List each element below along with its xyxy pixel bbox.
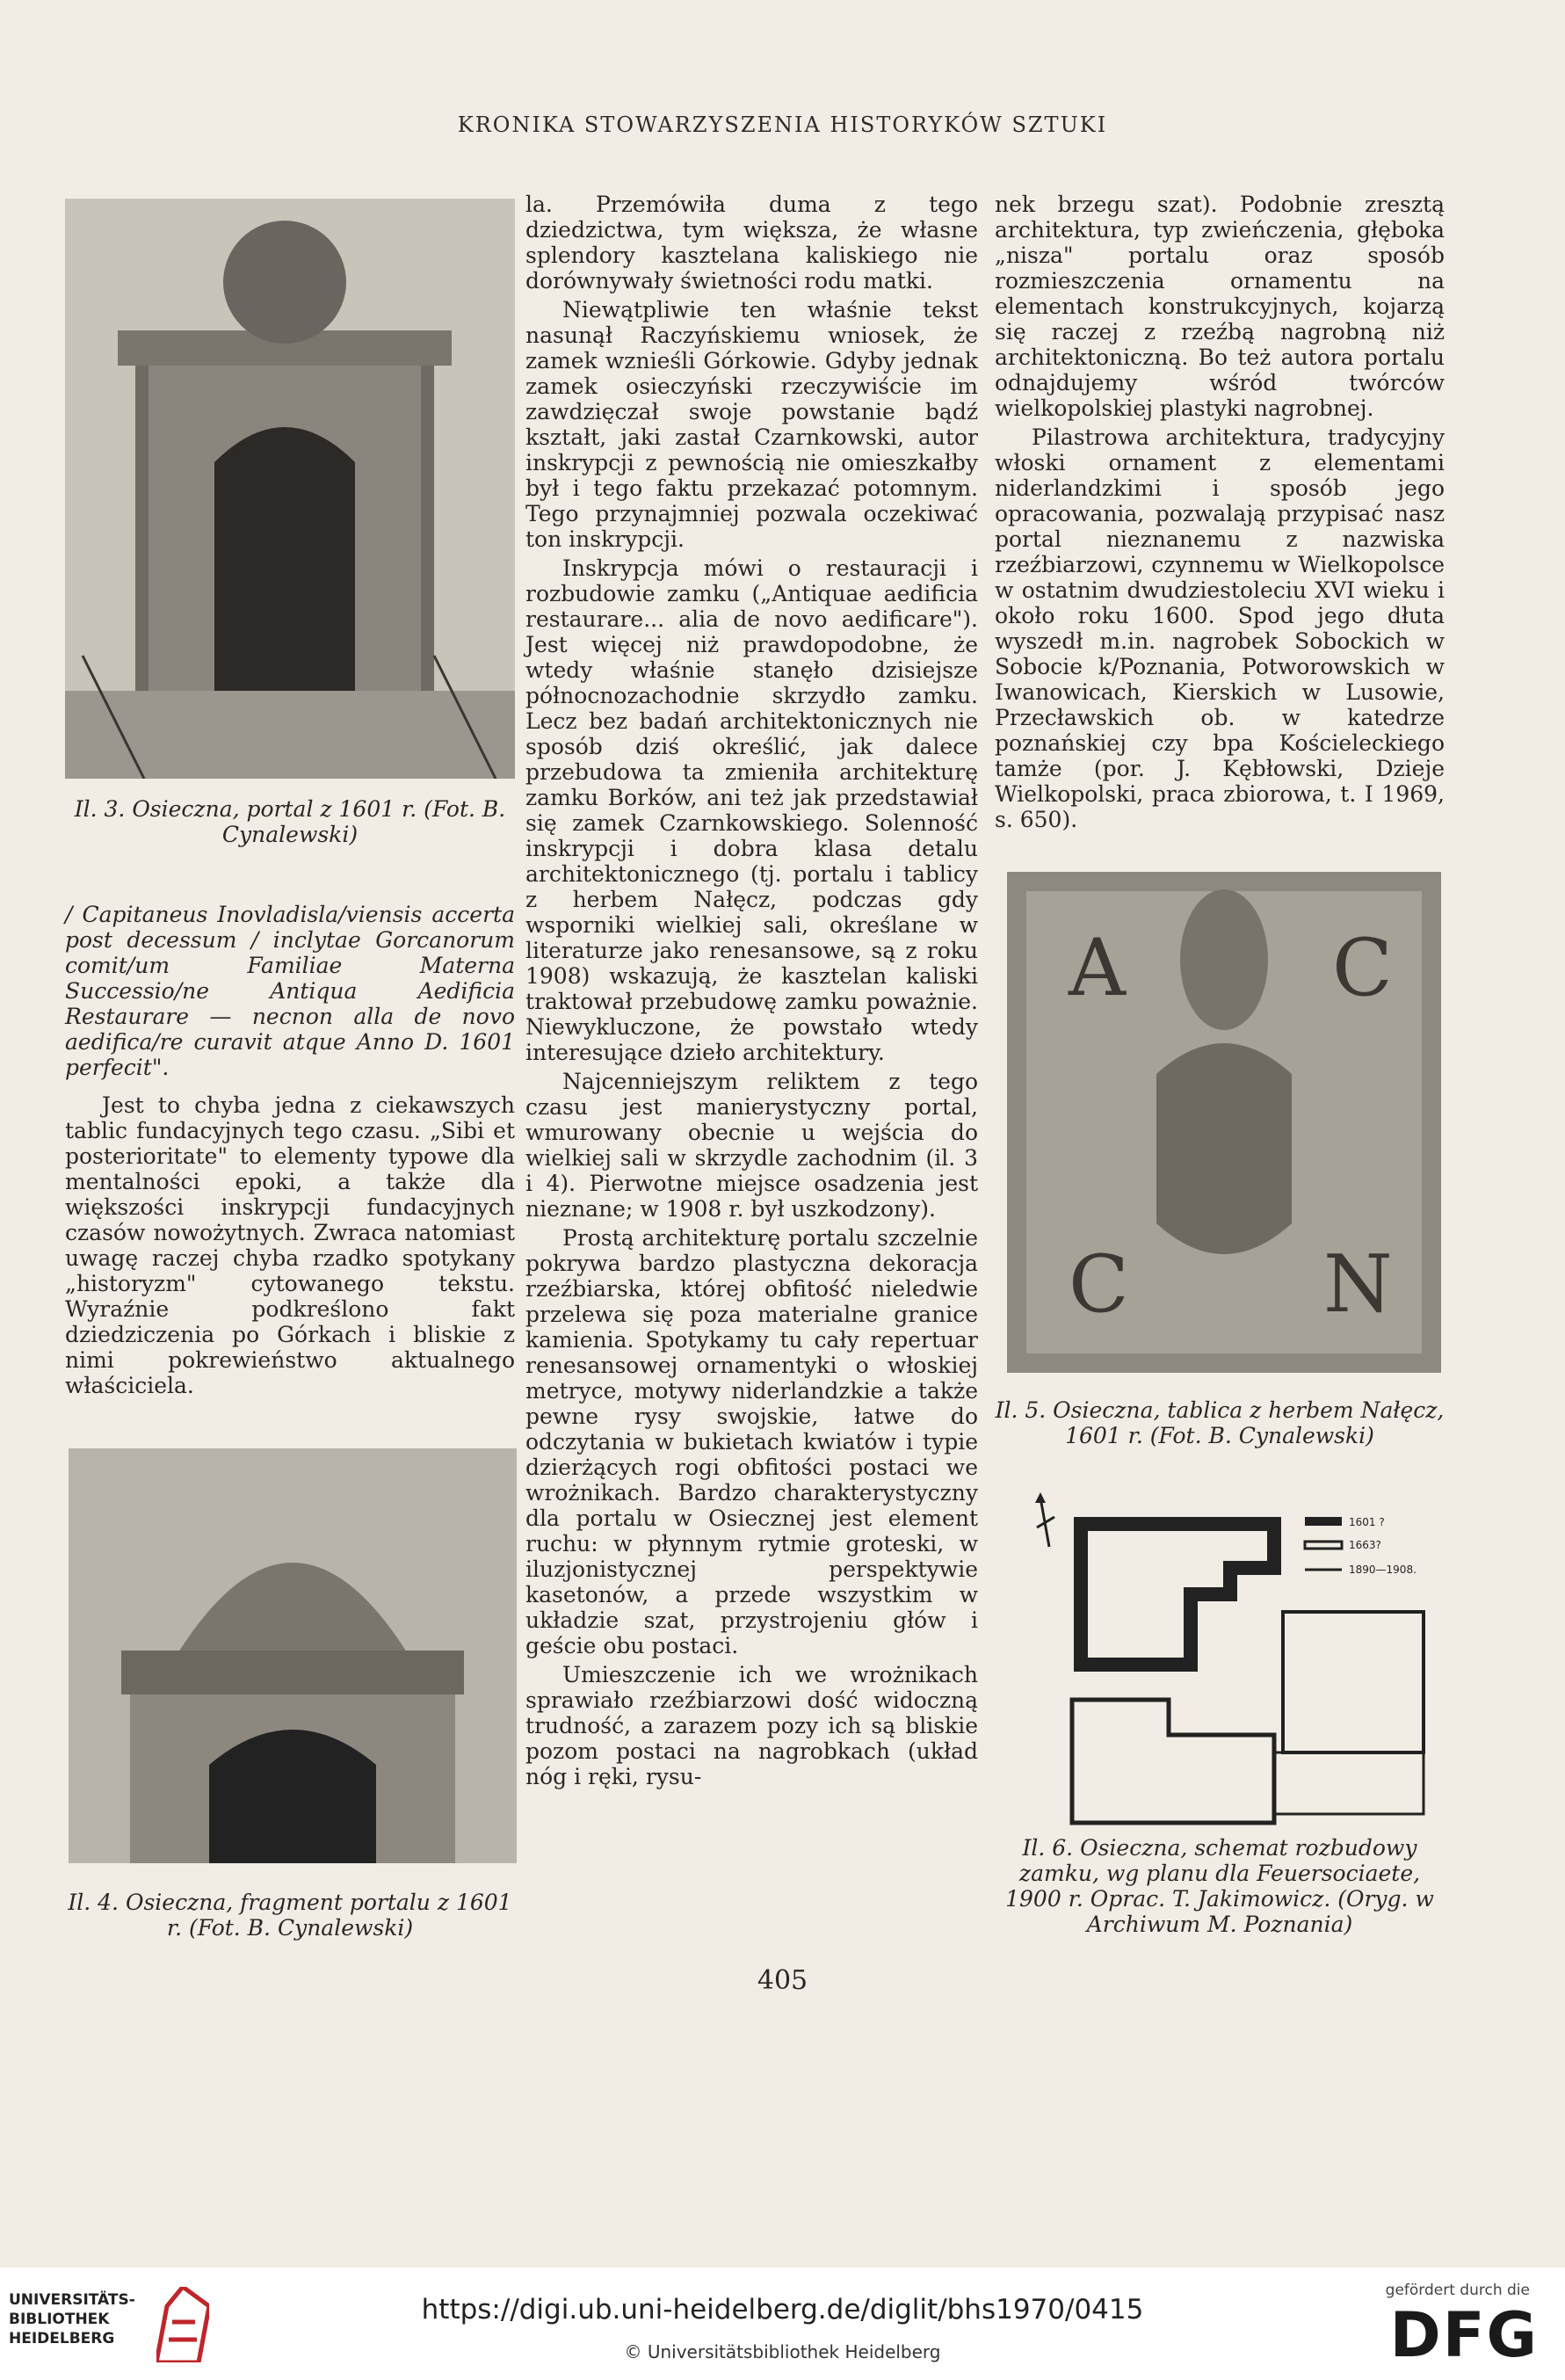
column-2 — [525, 192, 978, 1789]
tablet-letter: C — [1332, 922, 1393, 1014]
running-head: KRONIKA STOWARZYSZENIA HISTORYKÓW SZTUKI — [457, 112, 1108, 137]
figure-6-plan — [1019, 1489, 1450, 1826]
castle-expansion-schematic — [1019, 1489, 1450, 1826]
page-number: 405 — [757, 1965, 808, 1996]
col2-paragraph: Umieszczenie ich we wrożnikach sprawiało rzeźbiarzowi dość widoczną trudność, a zarazem pozy ich są bliskie pozom postaci na nagrobkach (układ nóg i ręki, rysu- — [525, 1662, 978, 1789]
figure-4-caption: Il. 4. Osieczna, fragment portalu z 1601 r. (Fot. B. Cynalewski) — [68, 1890, 512, 1941]
legend-label: 1890—1908. — [1349, 1564, 1416, 1576]
dfg-logo: DFG — [1389, 2299, 1539, 2371]
funded-by-label: gefördert durch die — [1385, 2282, 1530, 2299]
coat-of-arms-tablet — [1007, 872, 1441, 1373]
col3-paragraph: nek brzegu szat). Podobnie zresztą architektura, typ zwieńczenia, głęboka „nisza" portalu oraz sposób rozmieszczenia ornamentu na elementach konstrukcyjnych, kojarzą się raczej z rzeźbą nagrobną niż architektoniczną. Bo też autora portalu odnajdujemy wśród twórców wielkopolskiej plastyki nagrobnej. — [995, 192, 1445, 421]
figure-3-caption: Il. 3. Osieczna, portal z 1601 r. (Fot. B. Cynalewski) — [74, 796, 506, 847]
figure-5-caption: Il. 5. Osieczna, tablica z herbem Nałęcz, 1601 r. (Fot. B. Cynalewski) — [995, 1397, 1445, 1448]
portal-fragment-illustration — [69, 1448, 517, 1863]
document-url-link[interactable]: https://digi.ub.uni-heidelberg.de/diglit/bhs1970/0415 — [421, 2294, 1144, 2326]
figure-6-caption: Il. 6. Osieczna, schemat rozbudowy zamku, wg planu dla Feuersociaete, 1900 r. Oprac. T. Jakimowicz. (Oryg. w Archiwum M. Poznania) — [1005, 1835, 1434, 1937]
col1-paragraph: Jest to chyba jedna z ciekawszych tablic fundacyjnych tego czasu. „Sibi et posterioritate" to elementy typowe dla mentalności epoki, a także dla większości inskrypcji fundacyjnych czasów nowożytnych. Zwraca natomiast uwagę raczej chyba rzadko spotykany „historyzm" cytowanego tekstu. Wyraźnie podkreślono fakt dziedziczenia po Górkach i bliskie z nimi pokrewieństwo aktualnego właściciela. — [65, 1092, 515, 1398]
inscription-text: / Capitaneus Inovladisla/viensis accerta post decessum / inclytae Gorcanorum comit/um Familiae Materna Successio/ne Antiqua Aedificia Restaurare — necnon alla de novo aedifica/re curavit atque Anno D. 1601 perfecit". — [65, 902, 515, 1080]
portal-illustration — [65, 199, 515, 779]
col2-paragraph: la. Przemówiła duma z tego dziedzictwa, tym większa, że własne splendory kasztelana kaliskiego nie dorównywały świetności rodu matki. — [525, 192, 978, 294]
column-1 — [65, 902, 515, 1398]
col2-paragraph: Niewątpliwie ten właśnie tekst nasunął Raczyńskiemu wniosek, że zamek wznieśli Górkowie. Gdyby jednak zamek osieczyński rzeczywiście im zawdzięczał swoje powstanie bądź kształt, jaki zastał Czarnkowski, autor inskrypcji z pewnością nie omieszkałby był i tego faktu przekazać potomnym. Tego przynajmniej pozwala oczekiwać ton inskrypcji. — [525, 297, 978, 552]
legend-label: 1663? — [1349, 1539, 1381, 1551]
library-name: UNIVERSITÄTS- BIBLIOTHEK HEIDELBERG — [9, 2291, 135, 2347]
col3-paragraph: Pilastrowa architektura, tradycyjny włoski ornament z elementami niderlandzkimi i sposób jego opracowania, pozwalają przypisać nasz portal nieznanemu z nazwiska rzeźbiarzowi, czynnemu w Wielkopolsce w ostatnim dwudziestoleciu XVI wieku i około roku 1600. Spod jego dłuta wyszedł m.in. nagrobek Sobockich w Sobocie k/Poznania, Potworowskich w Iwanowicach, Kierskich w Lusowie, Przecławskich ob. w katedrze poznańskiej czy bpa Kościeleckiego tamże (por. J. Kębłowski, Dzieje Wielkopolski, praca zbiorowa, t. I 1969, s. 650). — [995, 424, 1445, 832]
figure-4-photo — [69, 1448, 517, 1863]
col2-paragraph: Najcenniejszym reliktem z tego czasu jest manierystyczny portal, wmurowany obecnie u wejścia do wielkiej sali w skrzydle zachodnim (il. 3 i 4). Pierwotne miejsce osadzenia jest nieznane; w 1908 r. był uszkodzony). — [525, 1069, 978, 1222]
footer-bar — [0, 2268, 1565, 2380]
tablet-letter: N — [1323, 1238, 1393, 1331]
tablet-letter: A — [1069, 922, 1126, 1014]
copyright-notice: © Universitätsbibliothek Heidelberg — [624, 2341, 941, 2362]
col2-paragraph: Prostą architekturę portalu szczelnie pokrywa bardzo plastyczna dekoracja rzeźbiarska, której obfitość nieledwie przelewa się poza materialne granice kamienia. Spotykamy tu cały repertuar renesansowej ornamentyki o włoskiej metryce, motywy niderlandzkie a także pewne rysy swojskie, łatwe do odczytania w bukietach kwiatów i typie dzierżących rogi obfitości postaci we wrożnikach. Bardzo charakterystyczny dla portalu w Osiecznej jest element ruchu: w płynnym rytmie groteski, w iluzjonistycznej perspektywie kasetonów, a przede wszystkim w układzie szat, przystrojeniu głów i geście obu postaci. — [525, 1225, 978, 1658]
legend-label: 1601 ? — [1349, 1516, 1385, 1528]
figure-5-photo — [1007, 872, 1441, 1373]
figure-3-photo — [65, 199, 515, 779]
col2-paragraph: Inskrypcja mówi o restauracji i rozbudowie zamku („Antiquae aedificia restaurare... alia de novo aedificare"). Jest więcej niż prawdopodobne, że wtedy właśnie stanęło dzisiejsze północnozachodnie skrzydło zamku. Lecz bez badań architektonicznych nie sposób dziś określić, jak dalece przebudowa ta zmieniła architekturę zamku Borków, ani też jak przedstawiał się zamek Czarnkowskiego. Solenność inskrypcji i dobra klasa detalu architektonicznego (tj. portalu i tablicy z herbem Nałęcz, podczas gdy wsporniki wielkiej sali, określane w literaturze jako renesansowe, są z roku 1908) wskazują, że kasztelan kaliski traktował przebudowę zamku poważnie. Niewykluczone, że powstało wtedy interesujące dzieło architektury. — [525, 555, 978, 1065]
tablet-letter: C — [1069, 1238, 1129, 1331]
column-3 — [995, 192, 1445, 832]
